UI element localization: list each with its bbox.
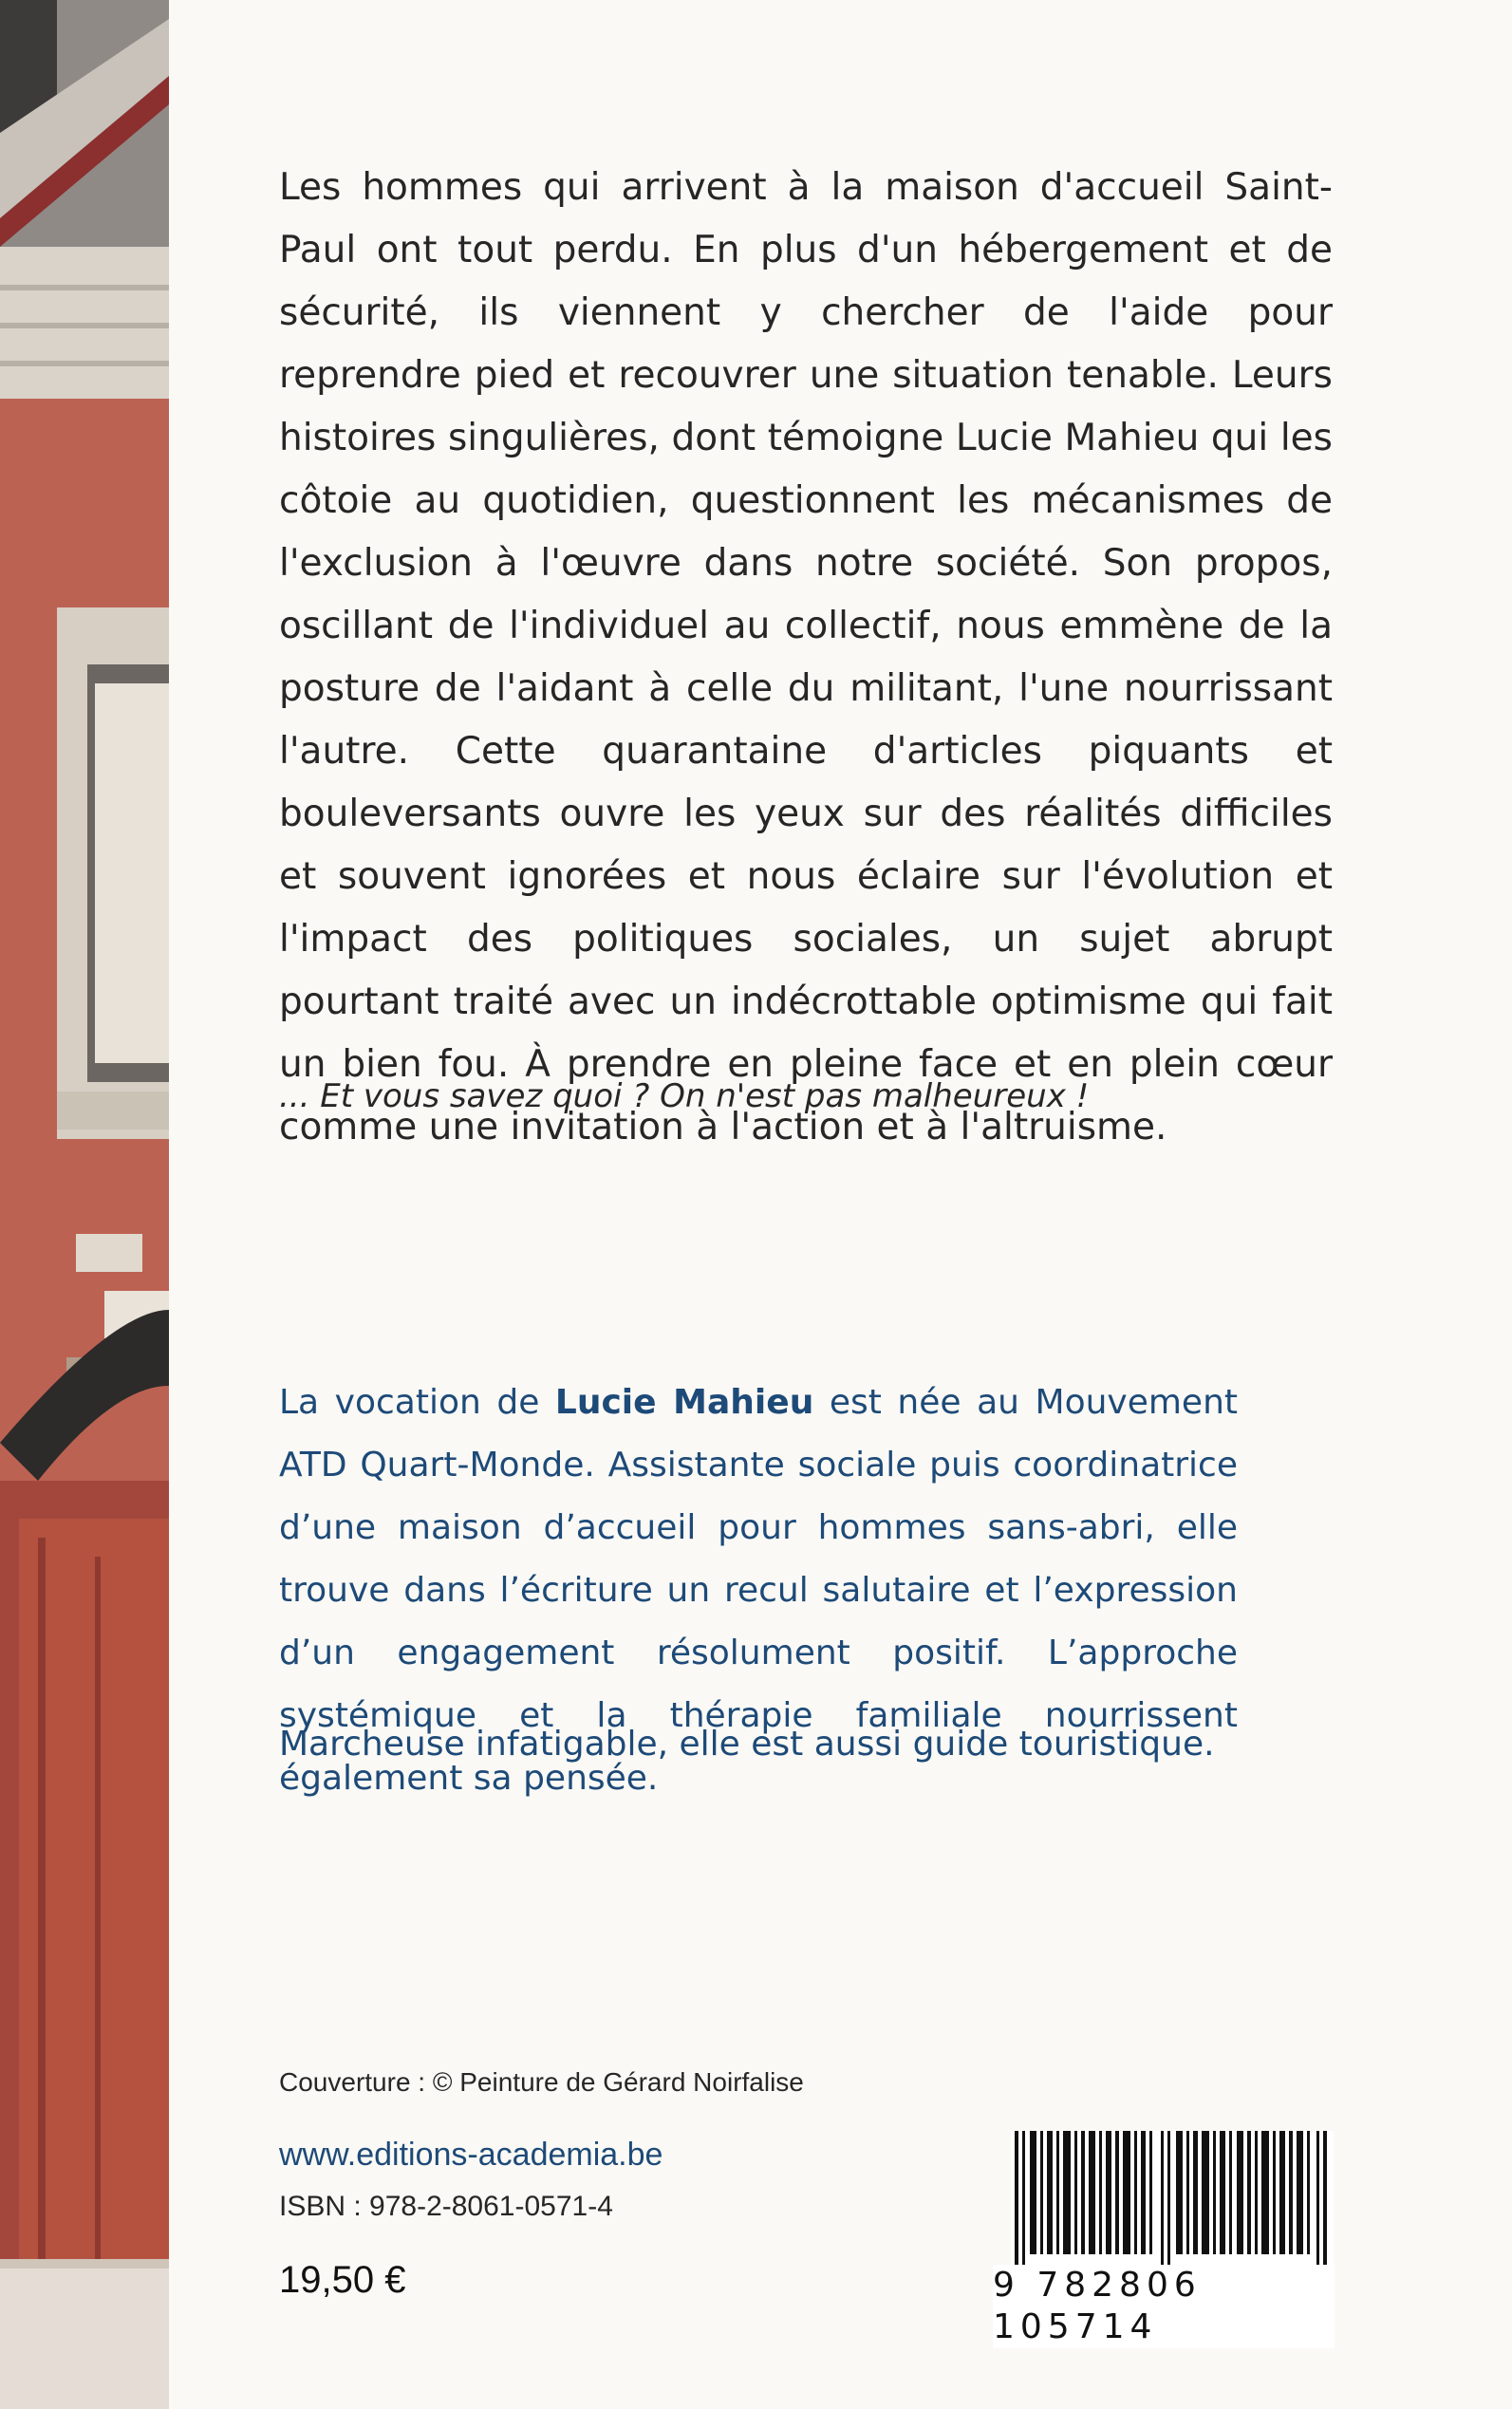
painting-icon [0, 0, 169, 2409]
price: 19,50 € [279, 2259, 406, 2301]
isbn: ISBN : 978-2-8061-0571-4 [279, 2191, 613, 2222]
publisher-website[interactable]: www.editions-academia.be [279, 2137, 663, 2173]
bio-rest: est née au Mouvement ATD Quart-Monde. Assistante sociale puis coordinatrice d’une maison d’accueil pour hommes sans-abri, elle trouve dans l’écriture un recul salutaire et l’expression d’un engagement résolument positif. L’approche systémique et la thérapie familiale nourrissent également sa pensée. [279, 1383, 1239, 1798]
barcode-icon [1011, 2131, 1334, 2269]
cover-credit: Couverture : © Peinture de Gérard Noirfalise [279, 2067, 804, 2097]
blurb-paragraph: Les hommes qui arrivent à la maison d'accueil Saint-Paul ont tout perdu. En plus d'un hébergement et de sécurité, ils viennent y chercher de l'aide pour reprendre pied et recouvrer une situation tenable. Leurs histoires singulières, dont témoigne Lucie Mahieu qui les côtoie au quotidien, questionnent les mécanismes de l'exclusion à l'œuvre dans notre société. Son propos, oscillant de l'individuel au collectif, nous emmène de la posture de l'aidant à celle du militant, l'une nourrissant l'autre. Cette quarantaine d'articles piquants et bouleversants ouvre les yeux sur des réalités difficiles et souvent ignorées et nous éclaire sur l'évolution et l'impact des politiques sociales, un sujet abrupt pourtant traité avec un indécrottable optimisme qui fait un bien fou. À prendre en pleine face et en plein cœur comme une invitation à l'action et à l'altruisme. [279, 166, 1333, 1148]
cover-painting [0, 0, 169, 2409]
tagline: ... Et vous savez quoi ? On n'est pas malheureux ! [279, 1077, 1090, 1115]
barcode-digits: 9 782806 105714 [993, 2265, 1335, 2348]
author-bio-second: Marcheuse infatigable, elle est aussi guide touristique. [279, 1725, 1215, 1764]
bio-intro: La vocation de [279, 1383, 555, 1422]
author-name: Lucie Mahieu [554, 1383, 814, 1422]
